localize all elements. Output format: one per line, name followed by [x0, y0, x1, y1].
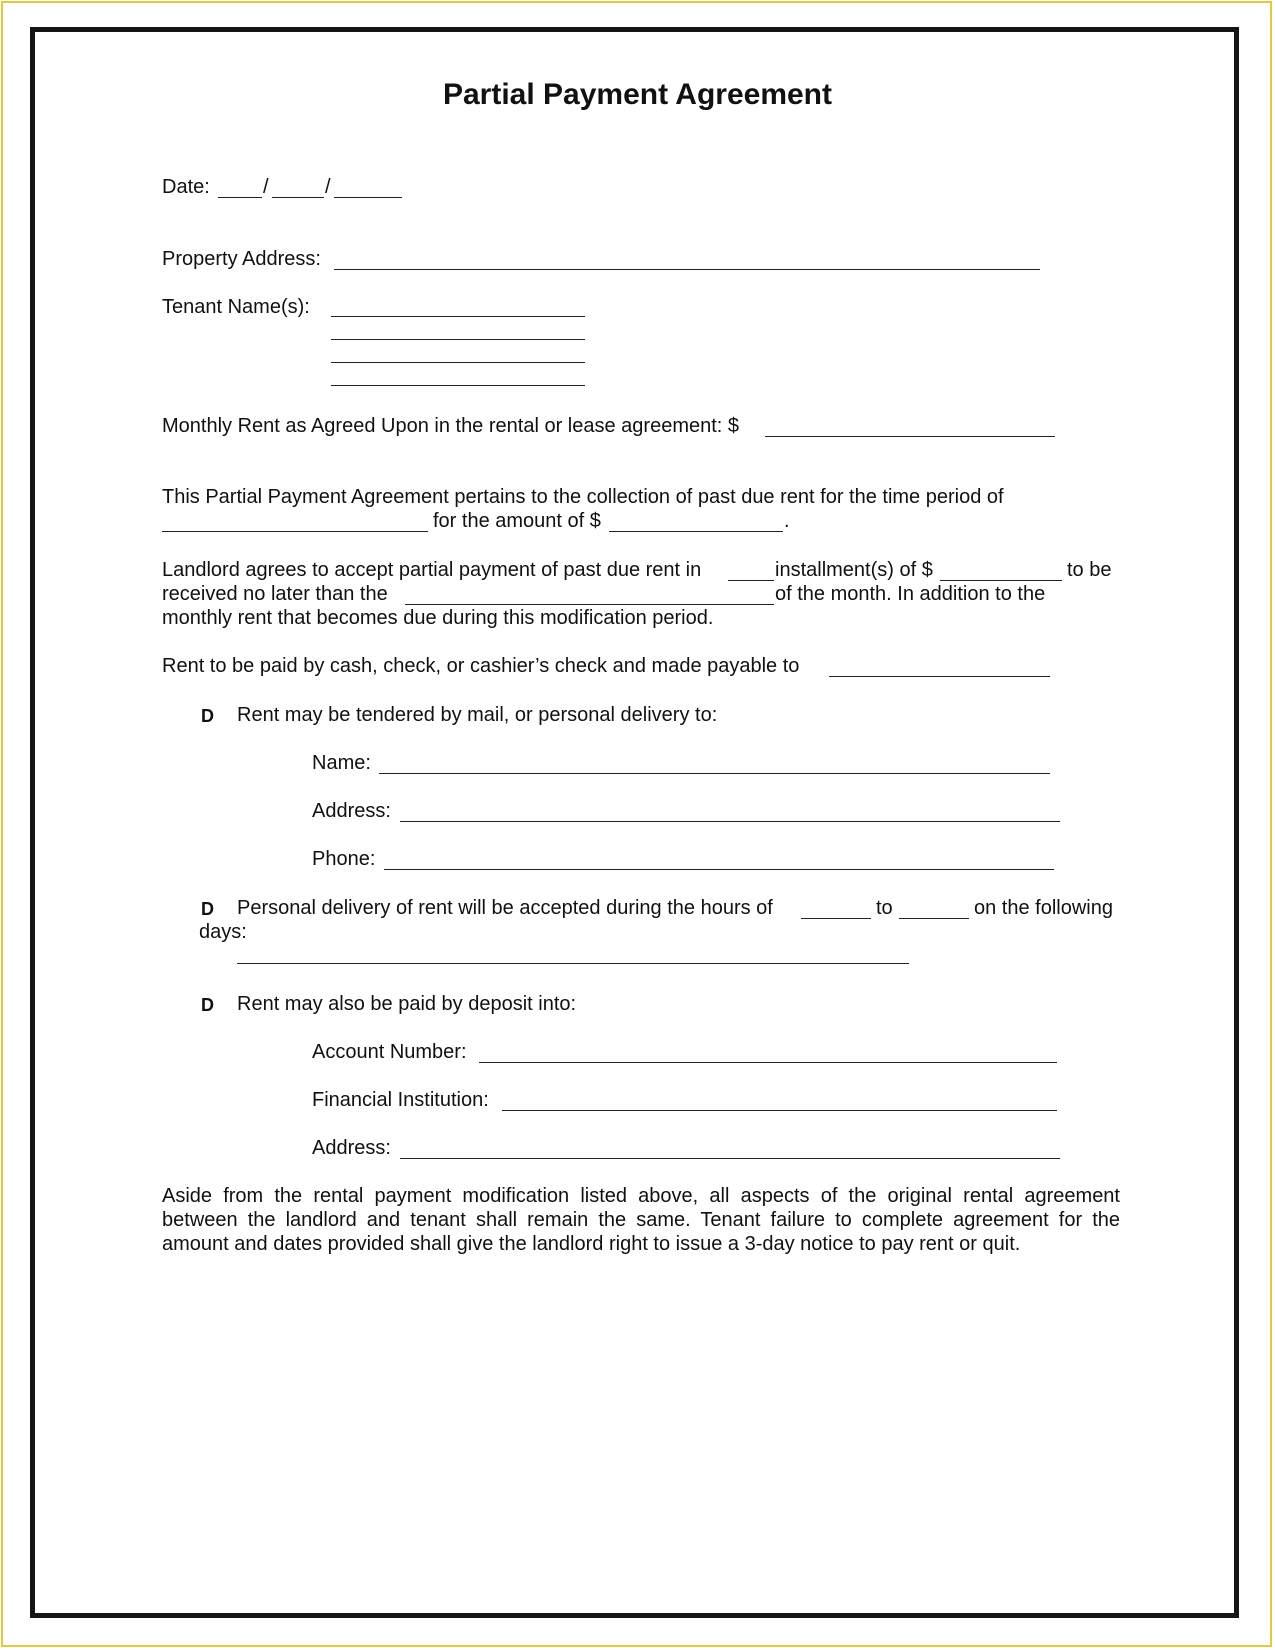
property-address-label: Property Address:: [162, 248, 321, 270]
delivery-days-field[interactable]: [237, 963, 909, 964]
date-day-field[interactable]: [272, 197, 324, 198]
modification-text: monthly rent that becomes due during this modification period.: [162, 607, 714, 629]
date-separator: /: [325, 176, 331, 198]
of-month-text: of the month. In addition to the: [775, 583, 1046, 605]
account-number-field[interactable]: [479, 1062, 1057, 1063]
hours-to-text: to: [876, 897, 893, 919]
bullet-icon: D: [201, 899, 214, 919]
address-label: Address:: [312, 800, 391, 822]
phone-label: Phone:: [312, 848, 376, 870]
date-month-field[interactable]: [218, 197, 262, 198]
financial-institution-label: Financial Institution:: [312, 1089, 489, 1111]
payable-label: Rent to be paid by cash, check, or cashier’s check and made payable to: [162, 655, 800, 677]
financial-institution-field[interactable]: [502, 1110, 1057, 1111]
payable-to-field[interactable]: [829, 676, 1050, 677]
deposit-address-field[interactable]: [400, 1158, 1060, 1159]
installment-amount-field[interactable]: [940, 580, 1062, 581]
phone-field[interactable]: [384, 869, 1054, 870]
property-address-field[interactable]: [334, 269, 1040, 270]
following-text: on the following: [974, 897, 1113, 919]
tendered-label: Rent may be tendered by mail, or personal delivery to:: [237, 704, 718, 726]
days-label: days:: [199, 921, 247, 943]
address-field[interactable]: [400, 821, 1060, 822]
time-period-field[interactable]: [162, 531, 428, 532]
installments-label: installment(s) of $: [775, 559, 933, 581]
deposit-label: Rent may also be paid by deposit into:: [237, 993, 577, 1015]
closing-paragraph: Aside from the rental payment modification listed above, all aspects of the original rental agreement between the landlord and tenant shall remain the same. Tenant failure to complete agreement for the amount and dates provided shall give the landlord right to issue a 3-day notice to pay rent or quit.: [162, 1185, 1120, 1255]
bullet-icon: D: [201, 706, 214, 726]
date-label: Date:: [162, 176, 210, 198]
past-due-amount-field[interactable]: [609, 531, 783, 532]
tenant-name-field-4[interactable]: [331, 385, 585, 386]
pertains-text: This Partial Payment Agreement pertains to the collection of past due rent for the time period of: [162, 486, 1004, 508]
name-field[interactable]: [379, 773, 1050, 774]
hours-from-field[interactable]: [801, 918, 871, 919]
bullet-icon: D: [201, 995, 214, 1015]
date-separator: /: [263, 176, 269, 198]
landlord-text: Landlord agrees to accept partial payment of past due rent in: [162, 559, 702, 581]
date-year-field[interactable]: [334, 197, 402, 198]
deposit-address-label: Address:: [312, 1137, 391, 1159]
pertains-amount-label: for the amount of $: [433, 510, 601, 532]
received-text: received no later than the: [162, 583, 388, 605]
name-label: Name:: [312, 752, 371, 774]
tenant-name-field-3[interactable]: [331, 362, 585, 363]
installments-count-field[interactable]: [728, 580, 774, 581]
delivery-hours-text: Personal delivery of rent will be accepted during the hours of: [237, 897, 773, 919]
tenant-names-label: Tenant Name(s):: [162, 296, 310, 318]
tenant-name-field-2[interactable]: [331, 339, 585, 340]
hours-to-field[interactable]: [899, 918, 969, 919]
to-be-text: to be: [1067, 559, 1112, 581]
monthly-rent-field[interactable]: [765, 436, 1055, 437]
tenant-name-field-1[interactable]: [331, 316, 585, 317]
page-title: Partial Payment Agreement: [442, 78, 833, 111]
due-day-field[interactable]: [405, 604, 774, 605]
account-number-label: Account Number:: [312, 1041, 467, 1063]
monthly-rent-label: Monthly Rent as Agreed Upon in the rental or lease agreement: $: [162, 415, 740, 437]
pertains-period: .: [784, 510, 790, 532]
